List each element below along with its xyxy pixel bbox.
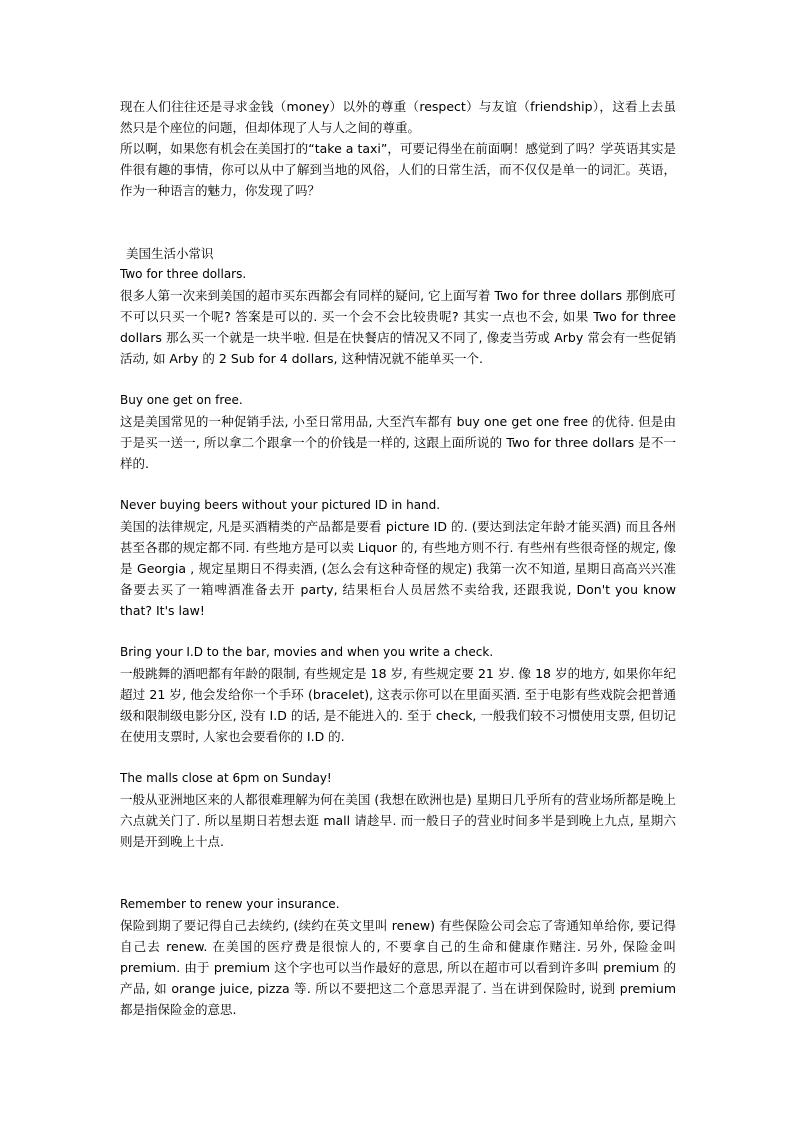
- tip-body: 保险到期了要记得自己去续约, (续约在英文里叫 renew) 有些保险公司会忘了寄通知单给你, 要记得自己去 renew. 在美国的医疗费是很惊人的, 不要拿自己的生命和健康作赌注. 另外, 保险金叫 premium. 由于 premium 这个字也可以当作最好的意思, 所以在超市可以看到许多叫 premium 的产品, 如 orange juice, pizza 等. 所以不要把这二个意思弄混了. 当在讲到保险时, 说到 premium 都是指保险金的意思.: [120, 918, 676, 1017]
- tip-title: The malls close at 6pm on Sunday!: [120, 771, 332, 785]
- tip-title: Never buying beers without your pictured ID in hand.: [120, 498, 441, 512]
- tip-title: Remember to renew your insurance.: [120, 897, 340, 911]
- tip-title: Buy one get on free.: [120, 393, 243, 407]
- section-title: 美国生活小常识: [126, 246, 214, 261]
- tip-body: 一般跳舞的酒吧都有年龄的限制, 有些规定是 18 岁, 有些规定要 21 岁. 像 18 岁的地方, 如果你年纪超过 21 岁, 他会发给你一个手环 (bracelet), 这表示你可以在里面买酒. 至于电影有些戏院会把普通级和限制级电影分区, 没有 I.D 的话, 是不能进入的. 至于 check, 一般我们较不习惯使用支票, 但切记在使用支票时, 人家也会要看你的 I.D 的.: [120, 666, 676, 744]
- intro-paragraph-1: 现在人们往往还是寻求金钱（money）以外的尊重（respect）与友谊（friendship），这看上去虽然只是个座位的问题，但却体现了人与人之间的尊重。: [120, 99, 676, 135]
- tip-title: Two for three dollars.: [120, 267, 247, 281]
- document-page: [120, 96, 676, 1020]
- intro-paragraph-2: 所以啊，如果您有机会在美国打的“take a taxi”，可要记得坐在前面啊！感觉到了吗？学英语其实是件很有趣的事情，你可以从中了解到当地的风俗，人们的日常生活，而不仅仅是单一的词汇。英语，作为一种语言的魅力，你发现了吗？: [120, 141, 676, 198]
- tip-body: 很多人第一次来到美国的超市买东西都会有同样的疑问, 它上面写着 Two for three dollars 那倒底可不可以只买一个呢? 答案是可以的. 买一个会不会比较贵呢? 其实一点也不会, 如果 Two for three dollars 那么买一个就是一块半啦. 但是在快餐店的情况又不同了, 像麦当劳或 Arby 常会有一些促销活动, 如 Arby 的 2 Sub for 4 dollars, 这种情况就不能单买一个.: [120, 288, 676, 366]
- spacer: [120, 201, 676, 243]
- tip-body: 美国的法律规定, 凡是买酒精类的产品都是要看 picture ID 的. (要达到法定年龄才能买酒) 而且各州甚至各郡的规定都不同. 有些地方是可以卖 Liquor 的, 有些地方则不行. 有些州有些很奇怪的规定, 像是 Georgia , 规定星期日不得卖酒, (怎么会有这种奇怪的规定) 我第一次不知道, 星期日高高兴兴准备要去买了一箱啤酒准备去开 party, 结果柜台人员居然不卖给我, 还跟我说, Don't you know that? It's law!: [120, 519, 676, 618]
- tip-title: Bring your I.D to the bar, movies and when you write a check.: [120, 645, 494, 659]
- tip-body: 一般从亚洲地区来的人都很难理解为何在美国 (我想在欧洲也是) 星期日几乎所有的营业场所都是晚上六点就关门了. 所以星期日若想去逛 mall 请趁早. 而一般日子的营业时间多半是到晚上九点, 星期六则是开到晚上十点.: [120, 792, 676, 849]
- tip-body: 这是美国常见的一种促销手法, 小至日常用品, 大至汽车都有 buy one get one free 的优待. 但是由于是买一送一, 所以拿二个跟拿一个的价钱是一样的, 这跟上面所说的 Two for three dollars 是不一样的.: [120, 414, 676, 471]
